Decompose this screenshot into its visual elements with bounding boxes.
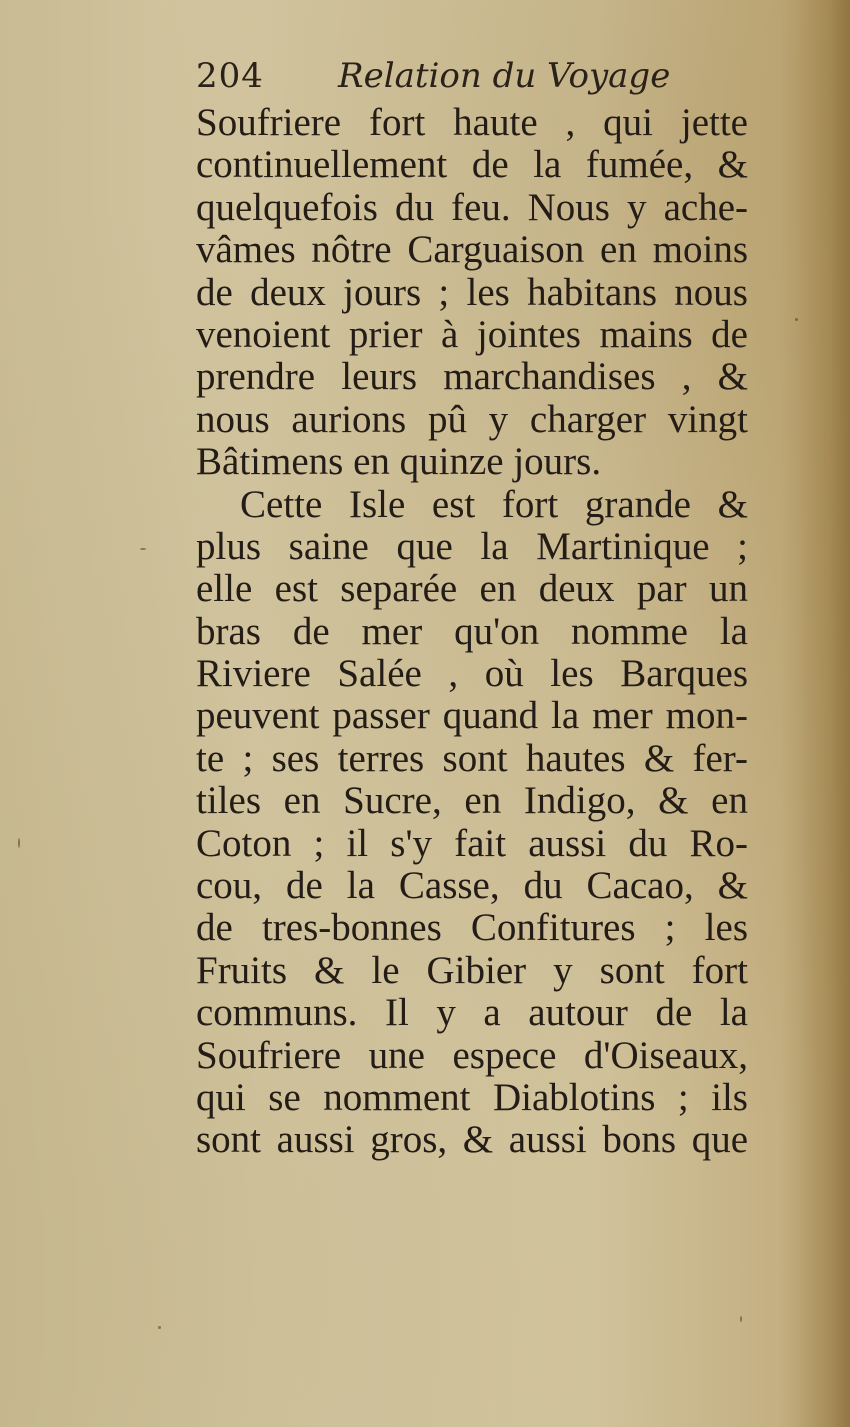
text-line: Coton ; il s'y fait aussi du Ro- bbox=[196, 821, 748, 865]
text-line: cou, de la Casse, du Cacao, & bbox=[196, 864, 748, 908]
text-line: Riviere Salée , où les Barques bbox=[196, 652, 748, 696]
body-text bbox=[196, 102, 748, 1162]
text-line: plus saine que la Martinique ; bbox=[196, 524, 748, 568]
paper-speck bbox=[795, 318, 798, 321]
text-line: quelquefois du feu. Nous y ache- bbox=[196, 185, 748, 229]
text-line: venoient prier à jointes mains de bbox=[196, 312, 748, 356]
paper-speck bbox=[18, 838, 20, 848]
text-line: Soufriere une espece d'Oiseaux, bbox=[196, 1033, 748, 1077]
paper-speck bbox=[140, 548, 146, 550]
text-line: tiles en Sucre, en Indigo, & en bbox=[196, 779, 748, 823]
paragraph-start-line: Cette Isle est fort grande & bbox=[240, 482, 748, 526]
page-number: 204 bbox=[196, 56, 264, 96]
text-line: prendre leurs marchandises , & bbox=[196, 355, 748, 399]
text-line: sont aussi gros, & aussi bons que bbox=[196, 1118, 748, 1162]
text-line: te ; ses terres sont hautes & fer- bbox=[196, 736, 748, 780]
text-line: qui se nomment Diablotins ; ils bbox=[196, 1075, 748, 1119]
paper-speck bbox=[740, 1316, 742, 1322]
text-line: vâmes nôtre Carguaison en moins bbox=[196, 228, 748, 272]
text-line: continuellement de la fumée, & bbox=[196, 143, 748, 187]
text-line: peuvent passer quand la mer mon- bbox=[196, 694, 748, 738]
text-line: nous aurions pû y charger vingt bbox=[196, 397, 748, 441]
text-line: de tres-bonnes Confitures ; les bbox=[196, 906, 748, 950]
text-line: Fruits & le Gibier y sont fort bbox=[196, 948, 748, 992]
text-line: communs. Il y a autour de la bbox=[196, 991, 748, 1035]
text-line: elle est separée en deux par un bbox=[196, 567, 748, 611]
paragraph-end-line: Bâtimens en quinze jours. bbox=[196, 440, 602, 484]
running-head: Relation du Voyage bbox=[338, 56, 671, 96]
text-line: Soufriere fort haute , qui jette bbox=[196, 101, 748, 144]
text-line: bras de mer qu'on nomme la bbox=[196, 609, 748, 653]
text-line: de deux jours ; les habitans nous bbox=[196, 270, 748, 314]
page-edge-shadow bbox=[780, 0, 850, 1427]
paper-speck bbox=[158, 1326, 161, 1329]
